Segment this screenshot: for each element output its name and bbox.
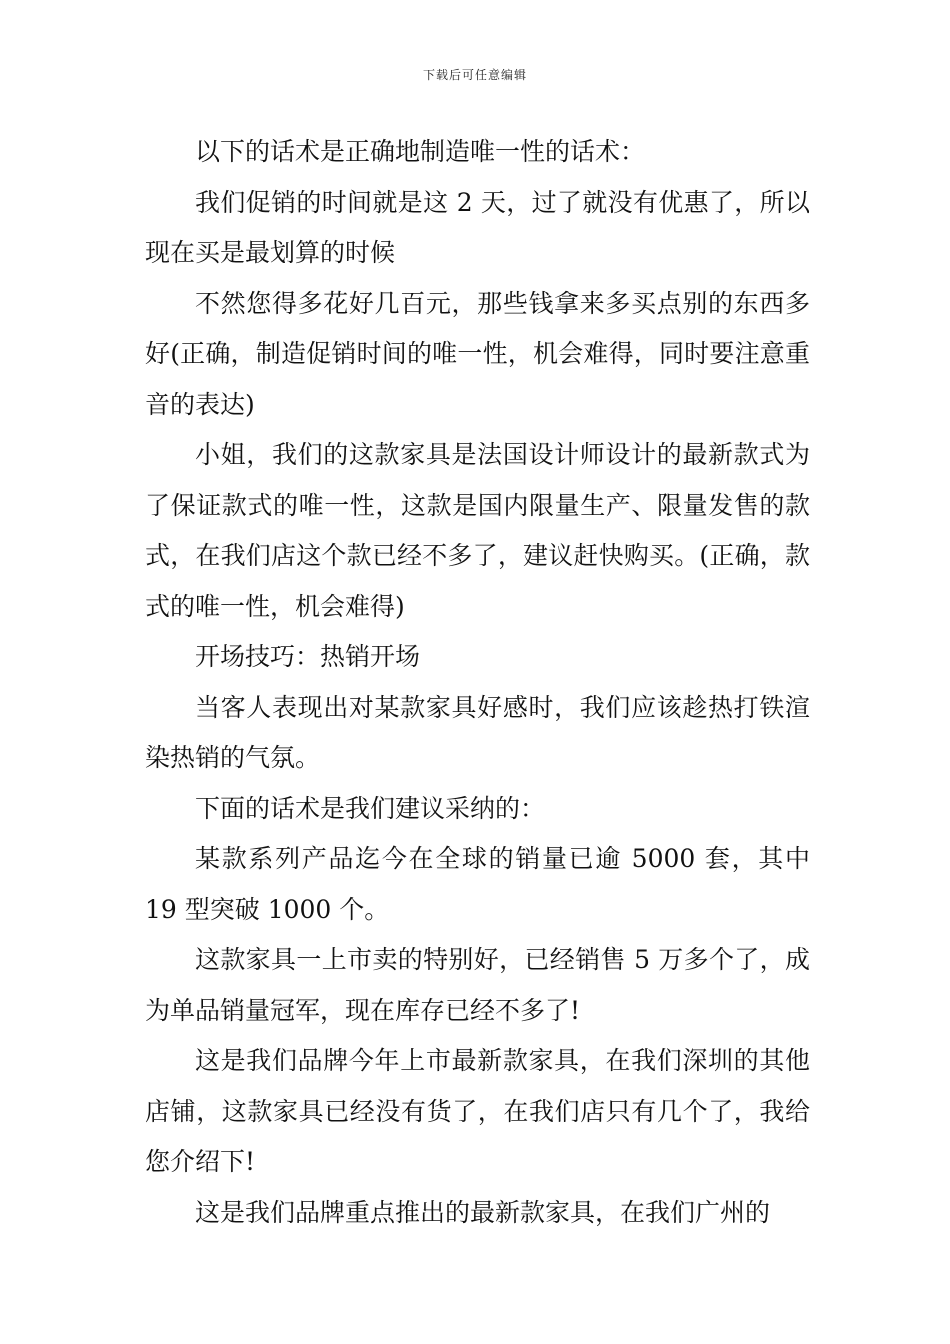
paragraph: 下面的话术是我们建议采纳的： <box>195 793 546 823</box>
paragraph: 这是我们品牌重点推出的最新款家具，在我们广州的 <box>195 1197 771 1227</box>
paragraph: 小姐，我们的这款家具是法国设计师设计的最新款式为了保证款式的唯一性，这款是国内限量生产、限量发售的款式，在我们店这个款已经不多了，建议赶快购买。(正确，款式的唯一性，机会难得) <box>145 440 810 621</box>
paragraph: 这是我们品牌今年上市最新款家具，在我们深圳的其他店铺，这款家具已经没有货了，在我们店只有几个了，我给您介绍下! <box>145 1046 810 1176</box>
document-body <box>145 127 810 1238</box>
paragraph: 这款家具一上市卖的特别好，已经销售 5 万多个了，成为单品销量冠军，现在库存已经不多了! <box>145 945 810 1025</box>
paragraph: 不然您得多花好几百元，那些钱拿来多买点别的东西多好(正确，制造促销时间的唯一性，机会难得，同时要注意重音的表达) <box>145 288 810 419</box>
paragraph: 当客人表现出对某款家具好感时，我们应该趁热打铁渲染热销的气氛。 <box>145 692 810 772</box>
header-note: 下载后可任意编辑 <box>422 68 527 82</box>
paragraph: 开场技巧：热销开场 <box>195 642 421 671</box>
paragraph: 以下的话术是正确地制造唯一性的话术： <box>195 137 646 166</box>
paragraph: 我们促销的时间就是这 2 天，过了就没有优惠了，所以现在买是最划算的时候 <box>145 187 810 267</box>
paragraph: 某款系列产品迄今在全球的销量已逾 5000 套，其中 19 型突破 1000 个。 <box>145 844 810 924</box>
